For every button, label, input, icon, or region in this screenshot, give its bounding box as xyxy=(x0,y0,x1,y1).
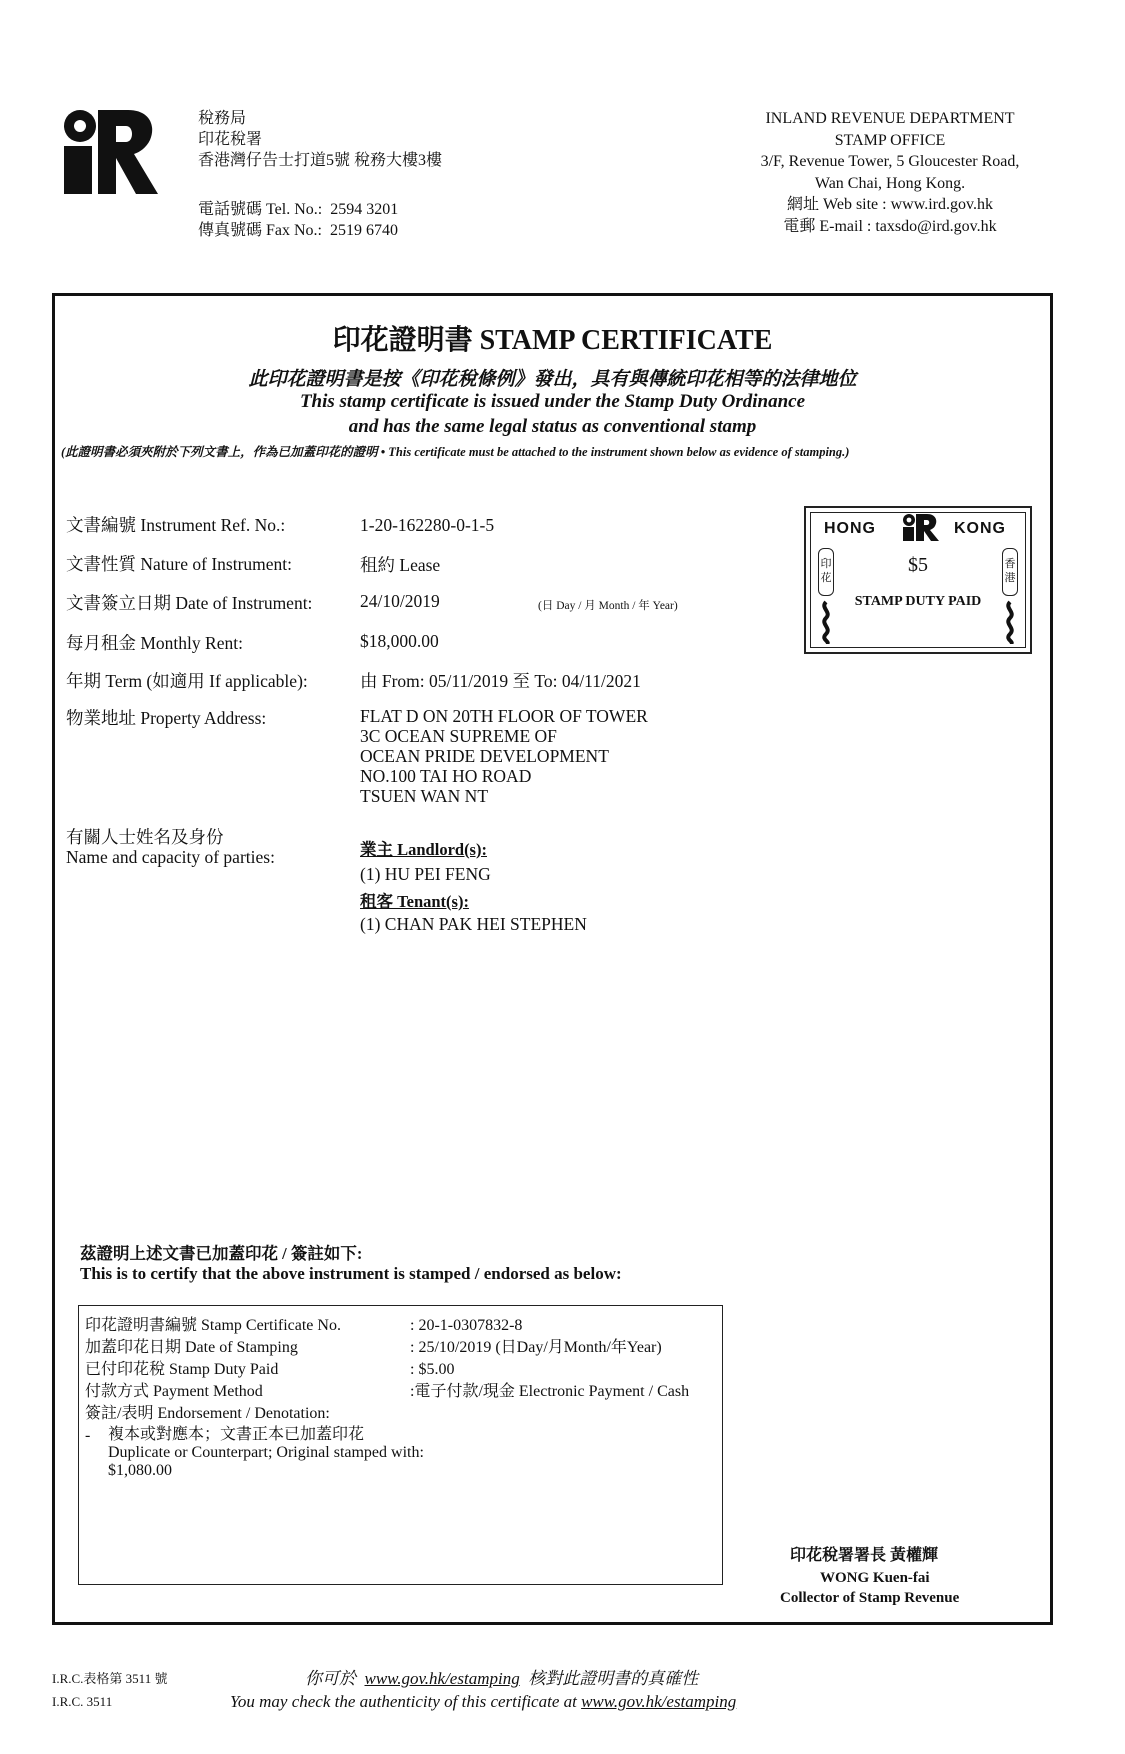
tenant-value: (1) CHAN PAK HEI STEPHEN xyxy=(360,914,587,934)
nature-label: 文書性質 Nature of Instrument: xyxy=(66,554,292,574)
tenant-label-text: 租客 Tenant(s): xyxy=(360,892,469,911)
address-line: FLAT D ON 20TH FLOOR OF TOWER xyxy=(360,706,648,726)
date-value: 24/10/2019 xyxy=(360,591,440,611)
date-label: 文書簽立日期 Date of Instrument: xyxy=(66,593,313,613)
parties-label-zh: 有關人士姓名及身份 xyxy=(66,827,224,847)
address-value xyxy=(360,706,648,806)
denotation-dash: - xyxy=(85,1427,91,1444)
website: 網址 Web site : www.ird.gov.hk xyxy=(787,196,993,213)
stamp-caption: STAMP DUTY PAID xyxy=(854,594,982,609)
parties-label-en: Name and capacity of parties: xyxy=(66,847,275,867)
address-line: 3C OCEAN SUPREME OF xyxy=(360,726,557,746)
verify-en xyxy=(230,1692,736,1712)
rent-value: $18,000.00 xyxy=(360,631,439,651)
duty-label: 已付印花稅 Stamp Duty Paid xyxy=(85,1361,279,1378)
verify-zh-prefix: 你可於 xyxy=(305,1669,356,1688)
subtitle-en-2: and has the same legal status as conventional stamp xyxy=(348,416,757,437)
address-line: TSUEN WAN NT xyxy=(360,786,489,806)
stamp-hong: HONG xyxy=(824,520,876,537)
certificate-title: 印花證明書 STAMP CERTIFICATE xyxy=(332,325,773,356)
header-line: 印花稅署 xyxy=(198,131,263,148)
address-line: NO.100 TAI HO ROAD xyxy=(360,766,532,786)
endorsement-values xyxy=(410,1315,689,1403)
department-name-zh xyxy=(198,108,442,171)
header-line: 香港灣仔告士打道5號 稅務大樓3樓 xyxy=(198,152,443,169)
stamp-duty-paid-stamp xyxy=(804,506,1032,654)
subtitle-en-1: This stamp certificate is issued under the Stamp Duty Ordinance xyxy=(299,391,806,412)
contact-numbers xyxy=(198,199,398,241)
header-line: STAMP OFFICE xyxy=(834,131,946,149)
form-number-en: I.R.C. 3511 xyxy=(52,1694,113,1709)
department-address-en xyxy=(730,108,1050,237)
address-label: 物業地址 Property Address: xyxy=(66,708,267,728)
fax-label: 傳真號碼 Fax No.: xyxy=(198,222,323,239)
header-line: INLAND REVENUE DEPARTMENT xyxy=(765,110,1015,127)
stamp-right-ornament xyxy=(1002,600,1018,644)
endorsement-labels xyxy=(85,1315,341,1425)
certify-zh: 茲證明上述文書已加蓋印花 / 簽註如下: xyxy=(80,1244,363,1263)
payment-value: :電子付款/現金 Electronic Payment / Cash xyxy=(410,1383,690,1400)
ref-value: 1-20-162280-0-1-5 xyxy=(360,515,495,535)
landlord-label-text: 業主 Landlord(s): xyxy=(360,840,487,859)
attach-note: (此證明書必須夾附於下列文書上，作為已加蓋印花的證明 • This certificate must be attached to the instrument shown below as evidence of stamping.) xyxy=(61,445,850,459)
tenant-label xyxy=(360,888,469,912)
nature-value: 租約 Lease xyxy=(360,555,441,575)
stamp-amount: $5 xyxy=(908,554,928,576)
collector-title-en: Collector of Stamp Revenue xyxy=(780,1590,960,1606)
header-line: 3/F, Revenue Tower, 5 Gloucester Road, xyxy=(760,153,1020,170)
denotation-label: 簽註/表明 Endorsement / Denotation: xyxy=(85,1405,330,1422)
verify-url-link[interactable]: www.gov.hk/estamping xyxy=(364,1669,520,1688)
cert-no-value: : 20-1-0307832-8 xyxy=(410,1317,523,1334)
verify-url-link-en[interactable]: www.gov.hk/estamping xyxy=(581,1692,737,1711)
ird-logo xyxy=(60,104,160,196)
stamp-left-seal: 印花 xyxy=(818,548,834,596)
verify-zh xyxy=(305,1664,698,1689)
rent-label: 每月租金 Monthly Rent: xyxy=(66,633,243,653)
date-format: (日 Day / 月 Month / 年 Year) xyxy=(538,600,678,612)
form-number-zh: I.R.C.表格第 3511 號 xyxy=(52,1671,168,1686)
ref-label: 文書編號 Instrument Ref. No.: xyxy=(66,515,286,535)
stamping-date-value: : 25/10/2019 (日Day/月Month/年Year) xyxy=(410,1339,662,1356)
denotation-text xyxy=(108,1426,424,1480)
fax-value: 2519 6740 xyxy=(330,222,399,239)
denotation-amount: $1,080.00 xyxy=(108,1462,172,1479)
certify-en: This is to certify that the above instrument is stamped / endorsed as below: xyxy=(80,1264,622,1283)
tel-value: 2594 3201 xyxy=(330,201,399,218)
landlord-value: (1) HU PEI FENG xyxy=(360,864,491,884)
term-label: 年期 Term (如適用 If applicable): xyxy=(66,671,308,691)
address-line: OCEAN PRIDE DEVELOPMENT xyxy=(360,746,609,766)
cert-no-label: 印花證明書編號 Stamp Certificate No. xyxy=(85,1317,341,1334)
payment-label: 付款方式 Payment Method xyxy=(85,1383,263,1400)
stamp-kong: KONG xyxy=(954,520,1006,537)
collector-title-zh: 印花稅署署長 黃權輝 xyxy=(790,1547,939,1564)
denotation-en: Duplicate or Counterpart; Original stamped with: xyxy=(108,1444,424,1461)
subtitle-zh: 此印花證明書是按《印花稅條例》發出，具有與傳統印花相等的法律地位 xyxy=(248,369,857,390)
header-line: 稅務局 xyxy=(198,110,247,127)
collector-name: WONG Kuen-fai xyxy=(820,1570,930,1586)
stamp-left-ornament xyxy=(818,600,834,644)
landlord-label xyxy=(360,836,487,860)
header-line: Wan Chai, Hong Kong. xyxy=(814,174,966,192)
stamping-date-label: 加蓋印花日期 Date of Stamping xyxy=(85,1339,298,1356)
verify-en-prefix: You may check the authenticity of this certificate at xyxy=(230,1692,577,1711)
stamp-right-seal: 香港 xyxy=(1002,548,1018,596)
verify-zh-suffix: 核對此證明書的真確性 xyxy=(528,1669,699,1688)
parties-label xyxy=(66,827,275,867)
duty-value: : $5.00 xyxy=(410,1361,455,1378)
email: 電郵 E-mail : taxsdo@ird.gov.hk xyxy=(783,217,997,235)
term-value: 由 From: 05/11/2019 至 To: 04/11/2021 xyxy=(360,671,641,691)
tel-label: 電話號碼 Tel. No.: xyxy=(198,201,323,218)
stamp-ird-logo xyxy=(902,512,940,542)
denotation-zh: 複本或對應本；文書正本已加蓋印花 xyxy=(108,1426,365,1443)
